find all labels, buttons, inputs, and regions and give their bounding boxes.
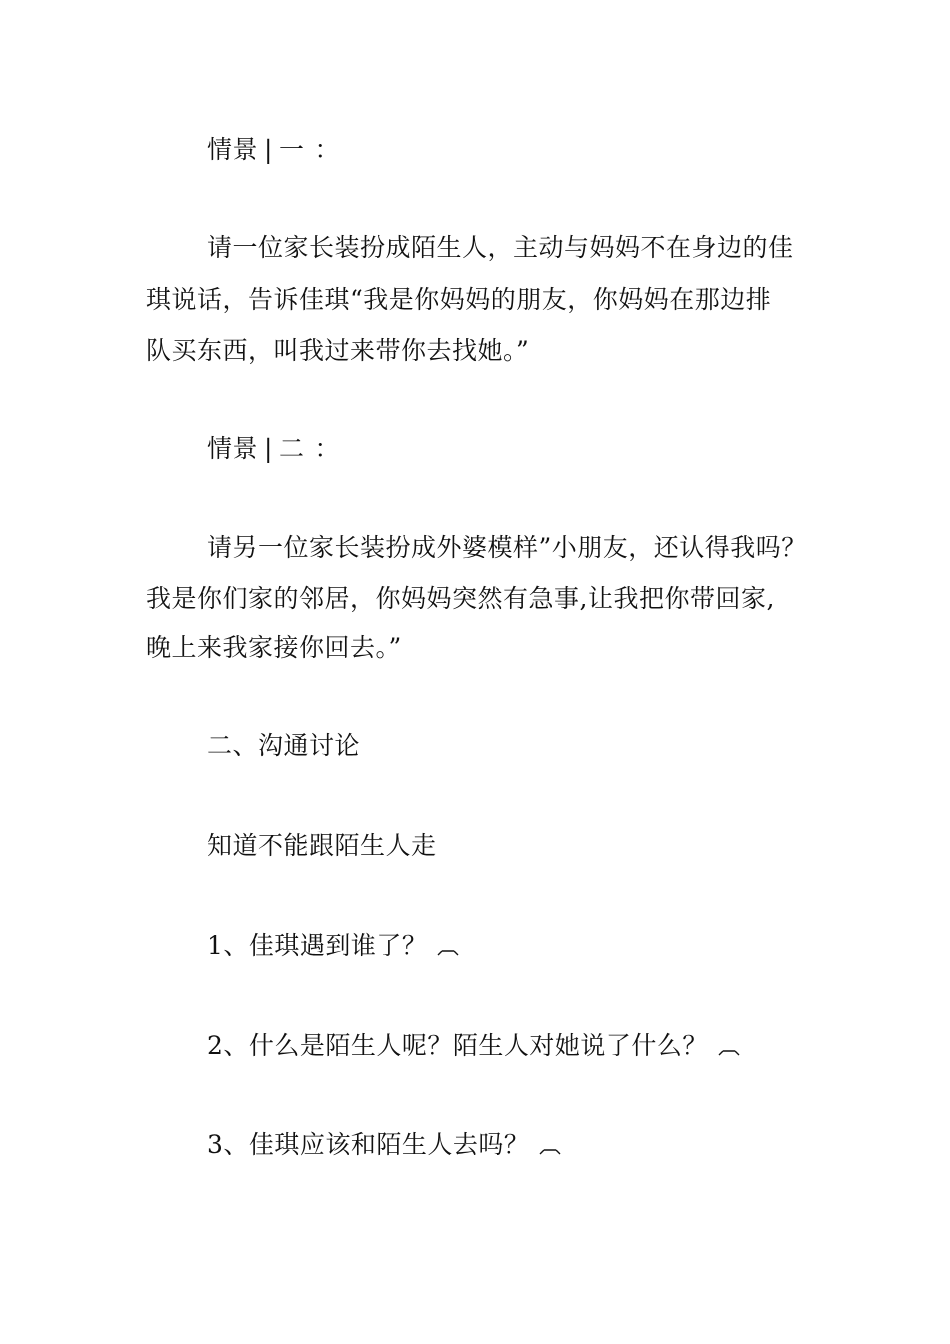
scene2-text-line2: 我是你们家的邻居，你妈妈突然有急事,让我把你带回家, <box>146 584 775 613</box>
scene2-text-line1: 请另一位家长装扮成外婆模样”小朋友，还认得我吗？ <box>207 533 807 562</box>
scene1-separator: | <box>264 135 273 164</box>
scene2-text-line3: 晚上来我家接你回去。” <box>146 633 402 662</box>
answer-blank-mark <box>718 1042 740 1058</box>
scene1-heading <box>207 124 897 176</box>
scene1-number: 一 <box>278 135 305 164</box>
question-1 <box>207 920 897 972</box>
scene1-label: 情景 <box>207 135 259 164</box>
question-3 <box>207 1119 897 1171</box>
question-2-text: 2、什么是陌生人呢？陌生人对她说了什么？ <box>207 1031 708 1060</box>
answer-blank-mark <box>437 942 459 958</box>
question-1-text: 1、佳琪遇到谁了？ <box>207 931 428 960</box>
scene2-label: 情景 <box>207 434 259 463</box>
question-2 <box>207 1020 897 1072</box>
scene2-colon: ： <box>314 434 340 463</box>
scene2-heading <box>207 423 897 475</box>
answer-blank-mark <box>539 1141 561 1157</box>
scene1-text-line1: 请一位家长装扮成陌生人，主动与妈妈不在身边的佳 <box>207 233 794 262</box>
scene1-text-line3: 队买东西，叫我过来带你去找她。” <box>146 336 530 365</box>
scene1-text-line2: 琪说话，告诉佳琪“我是你妈妈的朋友，你妈妈在那边排 <box>146 285 772 314</box>
question-3-text: 3、佳琪应该和陌生人去吗？ <box>207 1130 530 1159</box>
section2-goal: 知道不能跟陌生人走 <box>207 831 437 860</box>
scene2-separator: | <box>264 434 273 463</box>
section2-heading: 二、沟通讨论 <box>207 731 361 760</box>
scene2-number: 二 <box>278 434 305 463</box>
scene1-colon: ： <box>314 135 340 164</box>
